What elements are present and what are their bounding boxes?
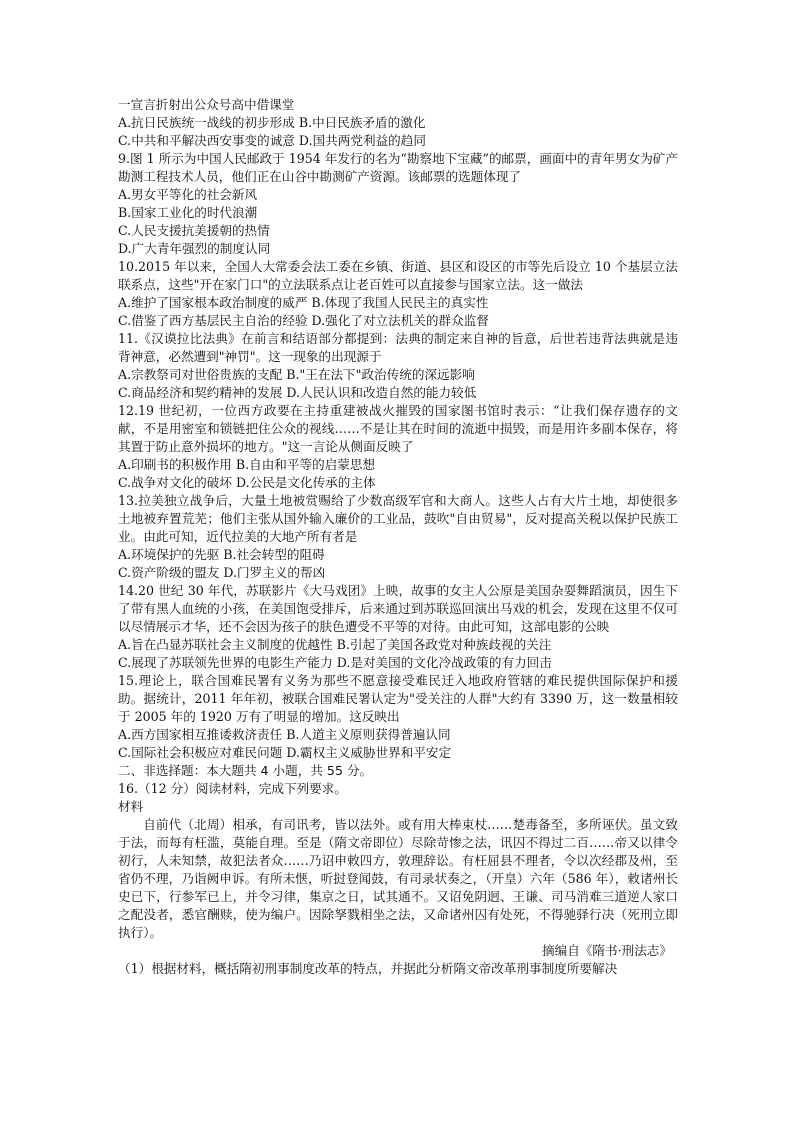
header-note: 一宣言折射出公众号高中借课堂 xyxy=(118,97,295,112)
question-stem: 9.图 1 所示为中国人民邮政于 1954 年发行的名为“勘察地下宝藏”的邮票，画面中的青年男女为矿产勘测工程技术人员，他们正在山谷中勘测矿产资源。该邮票的选题体现了 xyxy=(118,151,678,184)
option-line: A.抗日民族统一战线的初步形成 B.中日民族矛盾的激化 xyxy=(118,115,426,130)
question-9 xyxy=(118,150,678,258)
option-line: A.西方国家相互推诿救济责任 B.人道主义原则获得普遍认同 xyxy=(118,727,451,742)
option-c: C.人民支援抗美援朝的热情 xyxy=(118,223,270,238)
question-stem: 11.《汉谟拉比法典》在前言和结语部分都提到：法典的制定来自神的旨意，后世若违背法典就是违背神意，必然遭到"神罚"。这一现象的出现源于 xyxy=(118,331,678,364)
option-line: C.商品经济和契约精神的发展 D.人民认识和改造自然的能力较低 xyxy=(118,385,477,400)
option-b: B.国家工业化的时代浪潮 xyxy=(118,205,258,220)
question-title: 16.（12 分）阅读材料，完成下列要求。 xyxy=(118,781,347,796)
option-line: A.维护了国家根本政治制度的威严 B.体现了我国人民民主的真实性 xyxy=(118,295,489,310)
question-stem: 12.19 世纪初，一位西方政要在主持重建被战火摧毁的国家图书馆时表示：“让我们保存遗存的文献，不是用密室和锁链把住公众的视线……不是让其在时间的流逝中损毁，而是用许多副本保存，将其置于防止意外损坏的地方。"这一言论从侧面反映了 xyxy=(118,403,678,454)
question-16 xyxy=(118,780,678,978)
question-10 xyxy=(118,258,678,330)
sub-question-1: （1）根据材料，概括隋初刑事制度改革的特点，并据此分析隋文帝改革刑事制度所要解决 xyxy=(118,961,618,976)
question-12 xyxy=(118,402,678,492)
option-line: A.旨在凸显苏联社会主义制度的优越性 B.引起了美国各政党对种族歧视的关注 xyxy=(118,637,552,652)
option-line: A.环境保护的先驱 B.社会转型的阻碍 xyxy=(118,547,325,562)
material-source: 摘编自《隋书·刑法志》 xyxy=(542,943,672,958)
q8-options xyxy=(118,114,678,150)
question-stem: 10.2015 年以来，全国人大常委会法工委在乡镇、街道、县区和设区的市等先后设立 10 个基层立法联系点，这些"开在家门口"的立法联系点让老百姓可以直接参与国家立法。这一做法 xyxy=(118,259,678,292)
option-line: C.战争对文化的破坏 D.公民是文化传承的主体 xyxy=(118,475,376,490)
question-11 xyxy=(118,330,678,402)
option-line: C.展现了苏联领先世界的电影生产能力 D.是对美国的文化冷战政策的有力回击 xyxy=(118,655,552,670)
option-d: D.广大青年强烈的制度认同 xyxy=(118,241,271,256)
option-line: C.中共和平解决西安事变的诚意 D.国共两党利益的趋同 xyxy=(118,133,426,148)
section-heading: 二、非选择题：本大题共 4 小题，共 55 分。 xyxy=(118,763,373,778)
option-line: A.宗教祭司对世俗贵族的支配 B."王在法下"政治传统的深远影响 xyxy=(118,367,475,382)
option-line: A.印刷书的积极作用 B.自由和平等的启蒙思想 xyxy=(118,457,376,472)
question-13 xyxy=(118,492,678,582)
question-stem: 14.20 世纪 30 年代，苏联影片《大马戏团》上映，故事的女主人公原是美国杂耍舞蹈演员，因生下了带有黑人血统的小孩，在美国饱受排斥，后来通过到苏联巡回演出马戏的机会，发现在这里不仅可以尽情展示才华，还不会因为孩子的肤色遭受不平等的对待。由此可知，这部电影的公映 xyxy=(118,583,678,634)
option-a: A.男女平等化的社会新风 xyxy=(118,187,258,202)
question-15 xyxy=(118,672,678,762)
question-stem: 13.拉美独立战争后，大量土地被赏赐给了少数高级军官和大商人。这些人占有大片土地，却使很多土地被弃置荒芜；他们主张从国外输入廉价的工业品，鼓吹"自由贸易"，反对提高关税以保护民族工业。由此可知，近代拉美的大地产所有者是 xyxy=(118,493,678,544)
option-line: C.资产阶级的盟友 D.门罗主义的帮凶 xyxy=(118,565,326,580)
question-stem: 15.理论上，联合国难民署有义务为那些不愿意接受难民迁入地政府管辖的难民提供国际保护和援助。据统计，2011 年年初，被联合国难民署认定为"受关注的人群"大约有 3390 万，这一数量相较于 2005 年的 1920 万有了明显的增加。这反映出 xyxy=(118,673,678,724)
material-label: 材料 xyxy=(118,799,144,814)
question-14 xyxy=(118,582,678,672)
material-text: 自前代（北周）相承，有司讯考，皆以法外。或有用大棒束杖……楚毒备至，多所诬伏。虽文致于法，而每有枉滥，莫能自理。至是（隋文帝即位）尽除苛惨之法，讯囚不得过二百……帝又以律令初行，人未知禁，故犯法者众……乃诏申敕四方，敦理辞讼。有枉屈县不理者，令以次经郡及州，至省仍不理，乃诣阙申诉。有所未惬，听挝登闻鼓，有司录状奏之，（开皇）六年（586 年），敕诸州长史已下，行参军已上，并令习律，集京之日，试其通不。又诏免阴迥、王谦、司马消难三道逆人家口之配没者，悉官酬赎，使为编户。因除孥戮相坐之法，又命诸州囚有处死，不得驰驿行决（死刑立即执行）。 xyxy=(118,817,678,940)
option-line: C.国际社会积极应对难民问题 D.霸权主义威胁世界和平安定 xyxy=(118,745,452,760)
exam-page xyxy=(118,96,678,978)
option-line: C.借鉴了西方基层民主自治的经验 D.强化了对立法机关的群众监督 xyxy=(118,313,489,328)
